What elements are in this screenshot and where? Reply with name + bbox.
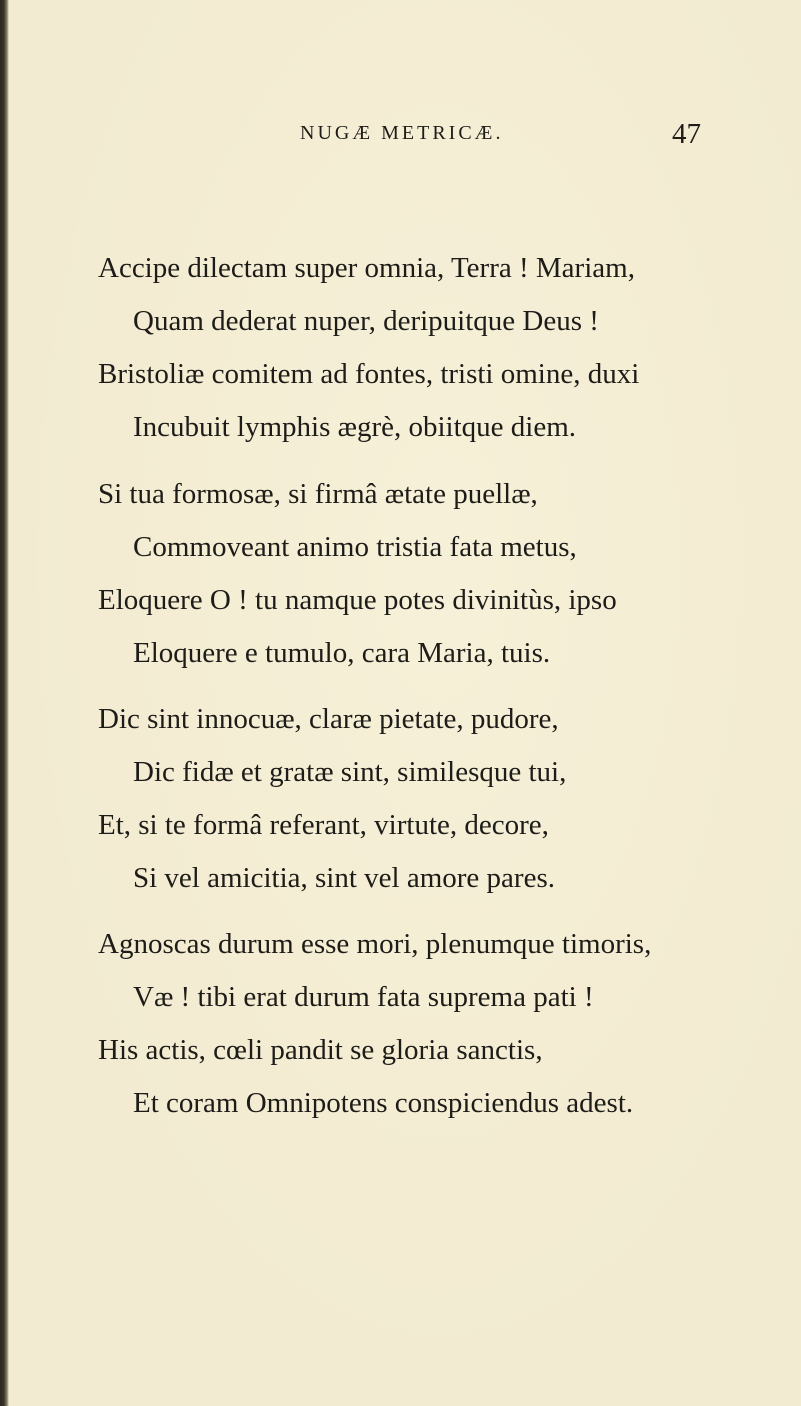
verse-line: Dic fidæ et gratæ sint, similesque tui, xyxy=(133,756,567,788)
verse-line: Dic sint innocuæ, claræ pietate, pudore, xyxy=(98,703,559,735)
verse-line: Væ ! tibi erat durum fata suprema pati ! xyxy=(133,981,594,1013)
verse-line: His actis, cœli pandit se gloria sanctis, xyxy=(98,1034,543,1066)
running-head xyxy=(0,118,801,158)
verse-line: Si vel amicitia, sint vel amore pares. xyxy=(133,862,555,894)
verse-line: Et, si te formâ referant, virtute, decore, xyxy=(98,809,549,841)
verse-line: Eloquere e tumulo, cara Maria, tuis. xyxy=(133,637,551,669)
verse-line: Incubuit lymphis ægrè, obiitque diem. xyxy=(133,411,577,443)
binding-edge xyxy=(0,0,9,1406)
page-number: 47 xyxy=(672,118,701,150)
verse-line: Bristoliæ comitem ad fontes, tristi omine, duxi xyxy=(98,358,640,390)
verse-line: Si tua formosæ, si firmâ ætate puellæ, xyxy=(98,478,538,510)
verse-line: Agnoscas durum esse mori, plenumque timoris, xyxy=(98,928,652,960)
verse-line: Eloquere O ! tu namque potes divinitùs, ipso xyxy=(98,584,617,616)
verse-line: Accipe dilectam super omnia, Terra ! Mariam, xyxy=(98,252,635,284)
verse-line: Commoveant animo tristia fata metus, xyxy=(133,531,577,563)
running-title: NUGÆ METRICÆ. xyxy=(300,122,504,144)
verse-line: Quam dederat nuper, deripuitque Deus ! xyxy=(133,305,599,337)
verse-line: Et coram Omnipotens conspiciendus adest. xyxy=(133,1087,634,1119)
